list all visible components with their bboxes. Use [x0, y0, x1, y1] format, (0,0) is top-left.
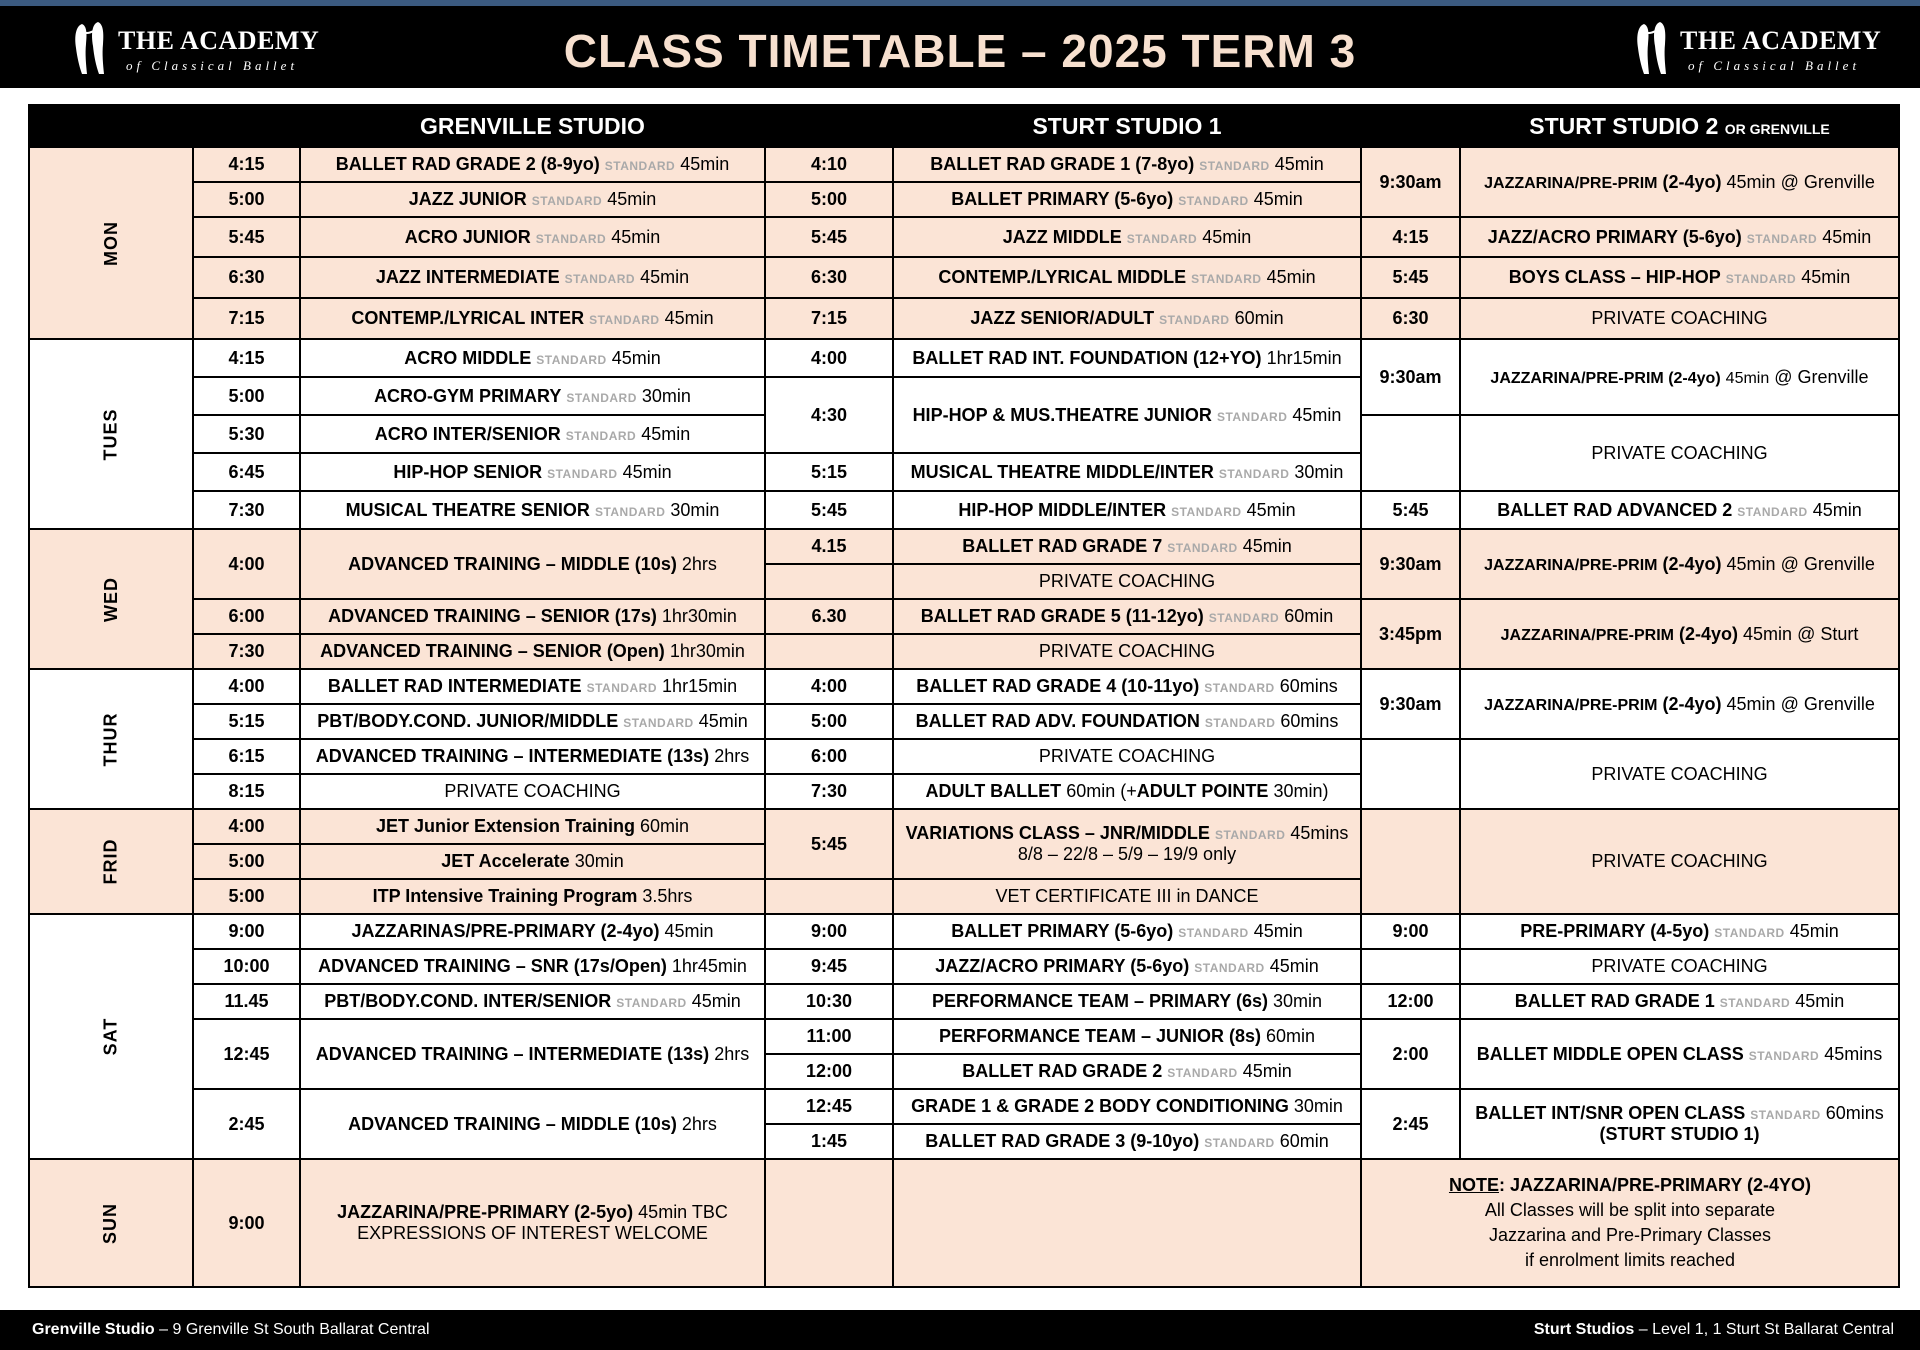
time-cell: 12:45	[193, 1019, 300, 1089]
table-row	[29, 914, 1899, 949]
table-row	[29, 984, 1899, 1019]
header-sturt-studio-2	[1460, 105, 1899, 147]
time-cell: 4:30	[765, 377, 893, 453]
time-cell: 5:00	[193, 377, 300, 415]
class-cell: CONTEMP./LYRICAL MIDDLE STANDARD 45min	[893, 257, 1361, 298]
class-cell: JAZZARINA/PRE-PRIM (2-4yo) 45min @ Grenville	[1460, 339, 1899, 415]
class-cell: JAZZ/ACRO PRIMARY (5-6yo) STANDARD 45min	[1460, 217, 1899, 257]
class-cell: HIP-HOP & MUS.THEATRE JUNIOR STANDARD 45min	[893, 377, 1361, 453]
class-cell: JAZZARINA/PRE-PRIM (2-4yo) 45min @ Sturt	[1460, 599, 1899, 669]
time-cell: 9:30am	[1361, 529, 1460, 599]
time-cell: 4:15	[1361, 217, 1460, 257]
time-cell: 11.45	[193, 984, 300, 1019]
class-cell: JAZZARINA/PRE-PRIM (2-4yo) 45min @ Grenville	[1460, 529, 1899, 599]
class-cell: VARIATIONS CLASS – JNR/MIDDLE STANDARD 45mins 8/8 – 22/8 – 5/9 – 19/9 only	[893, 809, 1361, 879]
time-cell: 7:15	[765, 298, 893, 339]
class-cell: BALLET RAD GRADE 2 STANDARD 45min	[893, 1054, 1361, 1089]
sturt-address: Sturt Studios – Level 1, 1 Sturt St Ballarat Central	[1533, 1321, 1894, 1338]
class-cell: PRIVATE COACHING	[1460, 298, 1899, 339]
class-cell: ADVANCED TRAINING – INTERMEDIATE (13s) 2hrs	[300, 1019, 765, 1089]
class-cell: BALLET RAD GRADE 4 (10-11yo) STANDARD 60mins	[893, 669, 1361, 704]
class-cell: BALLET RAD ADV. FOUNDATION STANDARD 60mins	[893, 704, 1361, 739]
time-cell: 5:00	[765, 182, 893, 217]
header-time-cell	[765, 105, 893, 147]
class-cell: BALLET RAD GRADE 1 STANDARD 45min	[1460, 984, 1899, 1019]
class-cell: PERFORMANCE TEAM – PRIMARY (6s) 30min	[893, 984, 1361, 1019]
class-cell: PBT/BODY.COND. INTER/SENIOR STANDARD 45min	[300, 984, 765, 1019]
class-cell: MUSICAL THEATRE SENIOR STANDARD 30min	[300, 491, 765, 529]
class-cell: CONTEMP./LYRICAL INTER STANDARD 45min	[300, 298, 765, 339]
time-cell: 4:00	[765, 669, 893, 704]
time-cell	[1361, 949, 1460, 984]
class-cell: PRIVATE COACHING	[893, 739, 1361, 774]
class-cell: BALLET PRIMARY (5-6yo) STANDARD 45min	[893, 182, 1361, 217]
class-cell: ADVANCED TRAINING – MIDDLE (10s) 2hrs	[300, 529, 765, 599]
table-row	[29, 257, 1899, 298]
logo-title: THE ACADEMY	[1680, 26, 1882, 55]
time-cell: 9:00	[193, 1159, 300, 1287]
page-footer	[0, 1310, 1920, 1350]
class-cell: JAZZARINA/PRE-PRIM (2-4yo) 45min @ Grenville	[1460, 669, 1899, 739]
logo-subtitle: of Classical Ballet	[1688, 58, 1861, 73]
class-cell: PRIVATE COACHING	[893, 634, 1361, 669]
class-cell: PERFORMANCE TEAM – JUNIOR (8s) 60min	[893, 1019, 1361, 1054]
time-cell: 10:00	[193, 949, 300, 984]
time-cell: 7:15	[193, 298, 300, 339]
class-cell: ADVANCED TRAINING – INTERMEDIATE (13s) 2hrs	[300, 739, 765, 774]
time-cell	[765, 1159, 893, 1287]
note-cell: NOTE: JAZZARINA/PRE-PRIMARY (2-4YO) All Classes will be split into separate Jazzarina and Pre-Primary Classes if enrolment limits reached	[1361, 1159, 1899, 1287]
table-row	[29, 217, 1899, 257]
class-cell: PRIVATE COACHING	[1460, 739, 1899, 809]
time-cell: 7:30	[193, 634, 300, 669]
time-cell: 9:00	[1361, 914, 1460, 949]
time-cell: 12:00	[765, 1054, 893, 1089]
time-cell: 6:15	[193, 739, 300, 774]
class-cell: GRADE 1 & GRADE 2 BODY CONDITIONING 30min	[893, 1089, 1361, 1124]
class-cell: ADVANCED TRAINING – SENIOR (Open) 1hr30min	[300, 634, 765, 669]
header-time-cell	[1361, 105, 1460, 147]
header-grenville-studio: GRENVILLE STUDIO	[300, 105, 765, 147]
header-sturt-studio-1: STURT STUDIO 1	[893, 105, 1361, 147]
time-cell: 9:30am	[1361, 147, 1460, 217]
time-cell: 9:30am	[1361, 669, 1460, 739]
class-cell: ADVANCED TRAINING – SENIOR (17s) 1hr30min	[300, 599, 765, 634]
table-row	[29, 147, 1899, 182]
class-cell	[893, 1159, 1361, 1287]
time-cell: 5:00	[193, 844, 300, 879]
time-cell: 9:30am	[1361, 339, 1460, 415]
time-cell: 4:15	[193, 147, 300, 182]
table-row	[29, 669, 1899, 704]
class-cell: JAZZ MIDDLE STANDARD 45min	[893, 217, 1361, 257]
table-row	[29, 1089, 1899, 1124]
time-cell: 9:00	[765, 914, 893, 949]
class-cell: JET Accelerate 30min	[300, 844, 765, 879]
class-cell: PRE-PRIMARY (4-5yo) STANDARD 45min	[1460, 914, 1899, 949]
table-row	[29, 739, 1899, 774]
time-cell: 5:00	[193, 182, 300, 217]
day-label-thur: THUR	[29, 669, 193, 809]
time-cell: 8:15	[193, 774, 300, 809]
academy-logo-right	[1632, 18, 1892, 78]
time-cell: 4:15	[193, 339, 300, 377]
time-cell: 9:00	[193, 914, 300, 949]
class-cell: ITP Intensive Training Program 3.5hrs	[300, 879, 765, 914]
time-cell: 6:45	[193, 453, 300, 491]
class-cell: PRIVATE COACHING	[893, 564, 1361, 599]
time-cell: 5:45	[765, 809, 893, 879]
time-cell: 9:45	[765, 949, 893, 984]
logo-title: THE ACADEMY	[118, 26, 320, 55]
time-cell: 4:10	[765, 147, 893, 182]
class-cell: BALLET RAD INT. FOUNDATION (12+YO) 1hr15min	[893, 339, 1361, 377]
time-cell	[1361, 809, 1460, 914]
time-cell: 5:15	[765, 453, 893, 491]
class-cell: JAZZARINA/PRE-PRIMARY (2-5yo) 45min TBC EXPRESSIONS OF INTEREST WELCOME	[300, 1159, 765, 1287]
time-cell: 5:30	[193, 415, 300, 453]
time-cell: 2:45	[193, 1089, 300, 1159]
time-cell: 5:00	[193, 879, 300, 914]
logo-subtitle: of Classical Ballet	[126, 58, 299, 73]
table-row	[29, 1019, 1899, 1054]
class-cell: PRIVATE COACHING	[1460, 415, 1899, 491]
table-row	[29, 949, 1899, 984]
class-cell: ACRO MIDDLE STANDARD 45min	[300, 339, 765, 377]
day-label-mon: MON	[29, 147, 193, 339]
time-cell: 6:30	[1361, 298, 1460, 339]
class-cell: ADULT BALLET 60min (+ADULT POINTE 30min)	[893, 774, 1361, 809]
class-cell: MUSICAL THEATRE MIDDLE/INTER STANDARD 30min	[893, 453, 1361, 491]
time-cell: 7:30	[765, 774, 893, 809]
table-row	[29, 298, 1899, 339]
time-cell: 12:45	[765, 1089, 893, 1124]
class-cell: BALLET RAD GRADE 3 (9-10yo) STANDARD 60min	[893, 1124, 1361, 1159]
class-cell: PBT/BODY.COND. JUNIOR/MIDDLE STANDARD 45min	[300, 704, 765, 739]
header-day-cell	[29, 105, 193, 147]
sturt-studio-2-suffix: OR GRENVILLE	[1724, 120, 1830, 137]
time-cell	[765, 564, 893, 599]
time-cell: 6:00	[193, 599, 300, 634]
time-cell: 6:30	[765, 257, 893, 298]
header-time-cell	[193, 105, 300, 147]
time-cell: 4:00	[193, 809, 300, 844]
grenville-address: Grenville Studio – 9 Grenville St South Ballarat Central	[32, 1321, 430, 1338]
page-header	[0, 6, 1920, 88]
class-cell: PRIVATE COACHING	[300, 774, 765, 809]
time-cell: 4:00	[193, 529, 300, 599]
time-cell: 5:45	[1361, 491, 1460, 529]
class-cell: ADVANCED TRAINING – SNR (17s/Open) 1hr45min	[300, 949, 765, 984]
class-cell: JAZZ/ACRO PRIMARY (5-6yo) STANDARD 45min	[893, 949, 1361, 984]
class-cell: BALLET RAD GRADE 7 STANDARD 45min	[893, 529, 1361, 564]
time-cell: 10:30	[765, 984, 893, 1019]
table-row	[29, 809, 1899, 844]
class-cell: JAZZ JUNIOR STANDARD 45min	[300, 182, 765, 217]
class-cell: BALLET INT/SNR OPEN CLASS STANDARD 60mins (STURT STUDIO 1)	[1460, 1089, 1899, 1159]
class-cell: PRIVATE COACHING	[1460, 949, 1899, 984]
class-cell: HIP-HOP SENIOR STANDARD 45min	[300, 453, 765, 491]
class-cell: JAZZARINA/PRE-PRIM (2-4yo) 45min @ Grenville	[1460, 147, 1899, 217]
class-cell: JET Junior Extension Training 60min	[300, 809, 765, 844]
class-cell: BALLET PRIMARY (5-6yo) STANDARD 45min	[893, 914, 1361, 949]
class-cell: BALLET RAD ADVANCED 2 STANDARD 45min	[1460, 491, 1899, 529]
time-cell	[765, 634, 893, 669]
time-cell: 2:00	[1361, 1019, 1460, 1089]
time-cell: 4:00	[193, 669, 300, 704]
timetable	[28, 104, 1900, 1288]
time-cell: 11:00	[765, 1019, 893, 1054]
table-row	[29, 491, 1899, 529]
class-cell: HIP-HOP MIDDLE/INTER STANDARD 45min	[893, 491, 1361, 529]
class-cell: BALLET RAD GRADE 5 (11-12yo) STANDARD 60min	[893, 599, 1361, 634]
table-row	[29, 529, 1899, 564]
class-cell: JAZZARINAS/PRE-PRIMARY (2-4yo) 45min	[300, 914, 765, 949]
time-cell: 5:45	[193, 217, 300, 257]
time-cell: 2:45	[1361, 1089, 1460, 1159]
time-cell: 4:00	[765, 339, 893, 377]
time-cell: 5:45	[1361, 257, 1460, 298]
table-row	[29, 339, 1899, 377]
time-cell	[1361, 415, 1460, 491]
time-cell: 12:00	[1361, 984, 1460, 1019]
page-title: CLASS TIMETABLE – 2025 TERM 3	[563, 25, 1357, 77]
time-cell: 6:00	[765, 739, 893, 774]
time-cell	[765, 879, 893, 914]
class-cell: JAZZ SENIOR/ADULT STANDARD 60min	[893, 298, 1361, 339]
column-header-row	[29, 105, 1899, 147]
class-cell: ACRO INTER/SENIOR STANDARD 45min	[300, 415, 765, 453]
day-label-frid: FRID	[29, 809, 193, 914]
time-cell: 7:30	[193, 491, 300, 529]
class-cell: BALLET RAD INTERMEDIATE STANDARD 1hr15min	[300, 669, 765, 704]
class-cell: BALLET RAD GRADE 2 (8-9yo) STANDARD 45min	[300, 147, 765, 182]
day-label-wed: WED	[29, 529, 193, 669]
table-row	[29, 599, 1899, 634]
table-row	[29, 1159, 1899, 1287]
class-cell: BALLET MIDDLE OPEN CLASS STANDARD 45mins	[1460, 1019, 1899, 1089]
time-cell: 3:45pm	[1361, 599, 1460, 669]
class-cell: ADVANCED TRAINING – MIDDLE (10s) 2hrs	[300, 1089, 765, 1159]
time-cell: 6.30	[765, 599, 893, 634]
time-cell	[1361, 739, 1460, 809]
class-cell: VET CERTIFICATE III in DANCE	[893, 879, 1361, 914]
class-cell: BALLET RAD GRADE 1 (7-8yo) STANDARD 45min	[893, 147, 1361, 182]
day-label-sun: SUN	[29, 1159, 193, 1287]
class-cell: BOYS CLASS – HIP-HOP STANDARD 45min	[1460, 257, 1899, 298]
time-cell: 5:00	[765, 704, 893, 739]
ballet-shoes-icon	[1632, 20, 1676, 78]
time-cell: 5:45	[765, 217, 893, 257]
class-cell: ACRO-GYM PRIMARY STANDARD 30min	[300, 377, 765, 415]
class-cell: ACRO JUNIOR STANDARD 45min	[300, 217, 765, 257]
sturt-studio-2-label: STURT STUDIO 2	[1529, 112, 1719, 139]
time-cell: 5:15	[193, 704, 300, 739]
time-cell: 6:30	[193, 257, 300, 298]
class-cell: PRIVATE COACHING	[1460, 809, 1899, 914]
time-cell: 5:45	[765, 491, 893, 529]
day-label-sat: SAT	[29, 914, 193, 1159]
time-cell: 1:45	[765, 1124, 893, 1159]
time-cell: 4.15	[765, 529, 893, 564]
class-cell: JAZZ INTERMEDIATE STANDARD 45min	[300, 257, 765, 298]
day-label-tues: TUES	[29, 339, 193, 529]
